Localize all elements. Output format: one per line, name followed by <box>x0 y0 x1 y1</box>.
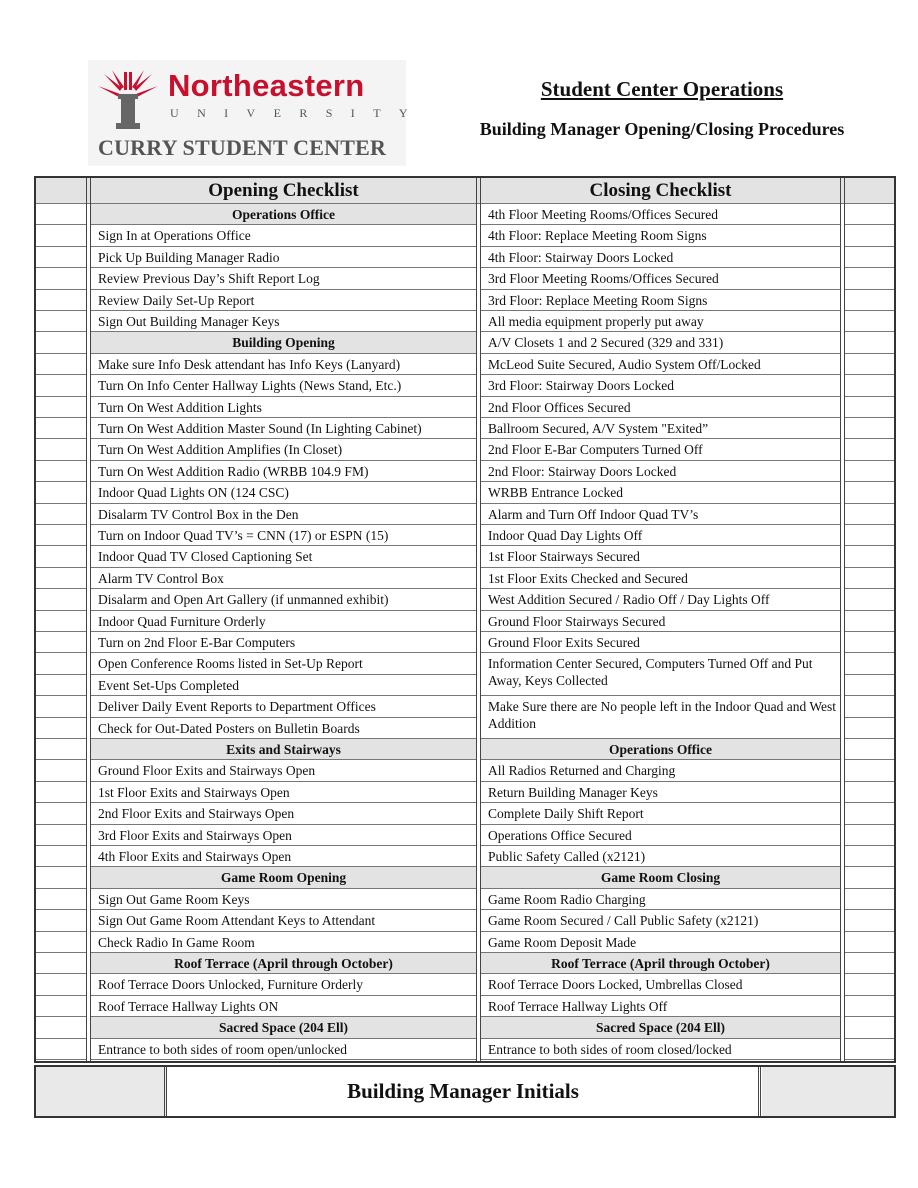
opening-item-text: Make sure Info Desk attendant has Info Keys (Lanyard) <box>98 356 401 372</box>
closing-check-box[interactable] <box>845 760 894 781</box>
opening-checklist-item <box>91 225 476 246</box>
opening-item-text: Turn on Indoor Quad TV’s = CNN (17) or ESPN (15) <box>98 528 389 543</box>
closing-check-box[interactable] <box>845 846 894 867</box>
closing-item-text: 4th Floor Meeting Rooms/Offices Secured <box>488 207 718 222</box>
closing-check-box[interactable] <box>845 953 894 974</box>
closing-check-box[interactable] <box>845 461 894 482</box>
closing-item-text: Ballroom Secured, A/V System "Exited” <box>488 421 709 436</box>
closing-item-text: Complete Daily Shift Report <box>488 806 644 822</box>
closing-checklist-item <box>481 461 840 482</box>
opening-item-text: Turn On West Addition Master Sound (In Lighting Cabinet) <box>98 421 422 436</box>
opening-checklist-item <box>91 290 476 311</box>
closing-section-heading <box>481 867 840 888</box>
opening-checklist-item <box>91 354 476 375</box>
opening-item-text: 1st Floor Exits and Stairways Open <box>98 784 290 800</box>
closing-checklist-item <box>481 632 840 653</box>
closing-section-heading <box>481 739 840 760</box>
closing-check-box[interactable] <box>845 225 894 246</box>
closing-check-box[interactable] <box>845 290 894 311</box>
initials-label: Building Manager Initials <box>168 1067 761 1116</box>
closing-check-box[interactable] <box>845 867 894 888</box>
opening-checklist-item <box>91 653 476 674</box>
closing-item-text: Game Room Radio Charging <box>488 891 646 907</box>
closing-check-box[interactable] <box>845 504 894 525</box>
opening-item-text: Game Room Opening <box>220 870 347 886</box>
closing-checklist-heading: Closing Checklist <box>589 180 732 201</box>
closing-check-box[interactable] <box>845 439 894 460</box>
opening-item-text: Exits and Stairways <box>226 742 341 757</box>
opening-check-box[interactable] <box>36 825 86 846</box>
opening-checklist-item <box>91 696 476 717</box>
closing-checklist-item <box>481 782 840 803</box>
opening-checklist-item <box>91 611 476 632</box>
closing-item-text: Information Center Secured, Computers Turned Off and Put Away, Keys Collected <box>488 656 813 689</box>
closing-item-text: Indoor Quad Day Lights Off <box>488 528 643 543</box>
closing-check-box[interactable] <box>845 675 894 696</box>
closing-checklist-item <box>481 268 840 289</box>
closing-checklist-item <box>481 439 840 460</box>
opening-item-text: Roof Terrace Doors Unlocked, Furniture Orderly <box>98 977 363 993</box>
closing-check-box[interactable] <box>845 653 894 674</box>
closing-check-box[interactable] <box>845 247 894 268</box>
closing-check-box[interactable] <box>845 397 894 418</box>
closing-item-text: Roof Terrace Doors Locked, Umbrellas Closed <box>488 977 743 993</box>
closing-section-heading <box>481 1017 840 1038</box>
closing-item-text: WRBB Entrance Locked <box>488 485 623 501</box>
opening-checklist-item <box>91 889 476 910</box>
closing-check-box[interactable] <box>845 1039 894 1060</box>
opening-item-text: Disalarm TV Control Box in the Den <box>98 506 299 522</box>
opening-section-heading <box>91 867 476 888</box>
closing-item-text: A/V Closets 1 and 2 Secured (329 and 331) <box>488 335 724 351</box>
closing-item-text: 4th Floor: Replace Meeting Room Signs <box>488 228 707 244</box>
opening-item-text: Indoor Quad Lights ON (124 CSC) <box>98 485 289 501</box>
closing-check-box[interactable] <box>845 825 894 846</box>
opening-check-box[interactable] <box>36 247 86 268</box>
opening-item-text: Roof Terrace Hallway Lights ON <box>98 998 279 1014</box>
opening-checklist-item <box>91 632 476 653</box>
closing-item-text: Ground Floor Exits Secured <box>488 635 640 650</box>
opening-checklist-item <box>91 375 476 396</box>
closing-item-text: Ground Floor Stairways Secured <box>488 613 666 629</box>
opening-checklist-item <box>91 546 476 567</box>
opening-checklist-item <box>91 589 476 610</box>
opening-item-text: Disalarm and Open Art Gallery (if unmanned exhibit) <box>98 592 389 608</box>
opening-check-box[interactable] <box>36 439 86 460</box>
closing-checklist-item <box>481 204 840 225</box>
opening-section-heading <box>91 1017 476 1038</box>
opening-check-box[interactable] <box>36 974 86 995</box>
opening-checklist-item <box>91 311 476 332</box>
opening-section-heading <box>91 953 476 974</box>
opening-item-text: Operations Office <box>231 207 336 222</box>
closing-check-box[interactable] <box>845 632 894 653</box>
closing-item-text: Entrance to both sides of room closed/locked <box>488 1041 732 1057</box>
opening-check-box[interactable] <box>36 718 86 739</box>
closing-checklist-item <box>481 546 840 567</box>
closing-item-text: All media equipment properly put away <box>488 314 704 329</box>
closing-check-box[interactable] <box>845 354 894 375</box>
opening-checklist-item <box>91 675 476 696</box>
opening-checklist-item <box>91 825 476 846</box>
closing-check-box[interactable] <box>845 332 894 353</box>
closing-checklist-item <box>481 311 840 332</box>
opening-check-box[interactable] <box>36 354 86 375</box>
logo-name: Northeastern <box>168 68 365 103</box>
opening-check-box[interactable] <box>36 204 86 225</box>
closing-check-box[interactable] <box>845 718 894 739</box>
opening-item-text: 3rd Floor Exits and Stairways Open <box>98 827 292 843</box>
opening-checklist-item <box>91 932 476 953</box>
opening-check-box[interactable] <box>36 932 86 953</box>
opening-item-text: Review Previous Day’s Shift Report Log <box>98 271 320 287</box>
opening-checklist-item <box>91 397 476 418</box>
closing-check-box[interactable] <box>845 589 894 610</box>
closing-item-text: McLeod Suite Secured, Audio System Off/Locked <box>488 356 761 372</box>
closing-check-box[interactable] <box>845 1017 894 1038</box>
page-subtitle: Building Manager Opening/Closing Procedures <box>479 119 845 139</box>
opening-item-text: Sign Out Game Room Keys <box>98 891 250 907</box>
table-header-row <box>36 178 894 204</box>
closing-checklist-item <box>481 825 840 846</box>
logo-center-name: CURRY STUDENT CENTER <box>98 135 387 160</box>
opening-checklist-item <box>91 760 476 781</box>
closing-checklist-item <box>481 375 840 396</box>
opening-check-box[interactable] <box>36 311 86 332</box>
opening-item-text: Indoor Quad TV Closed Captioning Set <box>98 549 313 565</box>
closing-section-heading <box>481 953 840 974</box>
closing-item-text: 1st Floor Stairways Secured <box>488 549 640 565</box>
closing-checklist-item <box>481 910 840 931</box>
closing-item-text: Roof Terrace (April through October) <box>551 956 770 971</box>
opening-check-box[interactable] <box>36 803 86 824</box>
closing-item-text: Game Room Closing <box>600 870 721 886</box>
closing-checklist-item <box>481 846 840 867</box>
closing-check-box[interactable] <box>845 568 894 589</box>
opening-checklist-item <box>91 1039 476 1060</box>
opening-checklist-item <box>91 439 476 460</box>
opening-check-box[interactable] <box>36 996 86 1017</box>
closing-check-box[interactable] <box>845 418 894 439</box>
logo-university: UNIVERSITY <box>170 106 426 120</box>
opening-check-box[interactable] <box>36 375 86 396</box>
closing-checklist-item <box>481 611 840 632</box>
closing-checklist-item <box>481 996 840 1017</box>
opening-item-text: 4th Floor Exits and Stairways Open <box>98 849 292 864</box>
opening-section-heading <box>91 332 476 353</box>
torch-logo-icon <box>96 68 160 132</box>
opening-item-text: Entrance to both sides of room open/unlocked <box>98 1041 347 1057</box>
closing-check-box[interactable] <box>845 996 894 1017</box>
closing-check-box[interactable] <box>845 910 894 931</box>
opening-item-text: Ground Floor Exits and Stairways Open <box>98 763 316 779</box>
closing-checklist-item <box>481 974 840 995</box>
opening-item-text: Sign Out Building Manager Keys <box>98 314 280 329</box>
opening-check-box[interactable] <box>36 1039 86 1060</box>
closing-checklist-item <box>481 803 840 824</box>
closing-checklist-item <box>481 504 840 525</box>
opening-item-text: Check for Out-Dated Posters on Bulletin Boards <box>98 720 360 736</box>
opening-check-box[interactable] <box>36 760 86 781</box>
closing-item-text: All Radios Returned and Charging <box>488 763 676 779</box>
opening-checklist-item <box>91 974 476 995</box>
opening-check-box[interactable] <box>36 268 86 289</box>
opening-checklist-item <box>91 782 476 803</box>
closing-check-box[interactable] <box>845 268 894 289</box>
opening-item-text: Review Daily Set-Up Report <box>98 292 255 308</box>
closing-item-text: Operations Office <box>608 742 713 757</box>
opening-check-box[interactable] <box>36 953 86 974</box>
closing-checklist-item <box>481 932 840 953</box>
checklist-table <box>34 176 896 1063</box>
opening-checklist-item <box>91 803 476 824</box>
opening-section-heading <box>91 204 476 225</box>
closing-checklist-item <box>481 482 840 503</box>
opening-check-box[interactable] <box>36 418 86 439</box>
opening-item-text: Turn On West Addition Radio (WRBB 104.9 FM) <box>98 463 369 479</box>
opening-item-text: Turn On West Addition Amplifies (In Closet) <box>98 442 343 458</box>
opening-checklist-item <box>91 525 476 546</box>
closing-checklist-item <box>481 418 840 439</box>
closing-item-text: 2nd Floor E-Bar Computers Turned Off <box>488 442 703 458</box>
closing-checklist-item <box>481 332 840 353</box>
closing-checklist-item <box>481 525 840 546</box>
opening-check-box[interactable] <box>36 504 86 525</box>
closing-check-box[interactable] <box>845 546 894 567</box>
closing-checklist-item <box>481 354 840 375</box>
opening-check-box[interactable] <box>36 653 86 674</box>
opening-check-box[interactable] <box>36 589 86 610</box>
closing-check-box[interactable] <box>845 739 894 760</box>
closing-check-box[interactable] <box>845 932 894 953</box>
university-logo <box>88 60 426 166</box>
opening-check-box[interactable] <box>36 461 86 482</box>
closing-checklist-item <box>481 225 840 246</box>
opening-item-text: Alarm TV Control Box <box>98 570 224 586</box>
closing-checklist-item <box>481 889 840 910</box>
opening-checklist-heading: Opening Checklist <box>208 180 359 201</box>
opening-checklist-item <box>91 461 476 482</box>
opening-check-box[interactable] <box>36 611 86 632</box>
opening-item-text: Indoor Quad Furniture Orderly <box>98 613 266 629</box>
opening-checklist-item <box>91 718 476 739</box>
opening-checklist-item <box>91 482 476 503</box>
opening-checklist-item <box>91 568 476 589</box>
closing-item-text: Game Room Deposit Made <box>488 934 637 950</box>
closing-item-text: 2nd Floor: Stairway Doors Locked <box>488 463 677 479</box>
closing-check-box[interactable] <box>845 482 894 503</box>
opening-item-text: Building Opening <box>232 335 335 351</box>
page-title: Student Center Operations <box>540 77 784 101</box>
opening-check-box[interactable] <box>36 546 86 567</box>
opening-check-box[interactable] <box>36 290 86 311</box>
closing-item-text: Operations Office Secured <box>488 827 632 843</box>
opening-checklist-item <box>91 504 476 525</box>
opening-check-box[interactable] <box>36 867 86 888</box>
closing-checklist-item <box>481 760 840 781</box>
opening-item-text: Sign Out Game Room Attendant Keys to Attendant <box>98 913 376 929</box>
opening-item-text: Event Set-Ups Completed <box>98 677 239 693</box>
closing-item-text: 3rd Floor: Replace Meeting Room Signs <box>488 292 708 308</box>
opening-checklist-item <box>91 846 476 867</box>
opening-check-box[interactable] <box>36 568 86 589</box>
opening-check-box[interactable] <box>36 482 86 503</box>
closing-item-text: 1st Floor Exits Checked and Secured <box>488 570 688 586</box>
closing-check-box[interactable] <box>845 803 894 824</box>
opening-check-box[interactable] <box>36 1017 86 1038</box>
closing-item-text: Make Sure there are No people left in the Indoor Quad and West Addition <box>488 699 837 732</box>
opening-checklist-item <box>91 247 476 268</box>
opening-check-box[interactable] <box>36 846 86 867</box>
closing-checklist-item <box>481 589 840 610</box>
opening-checklist-item <box>91 910 476 931</box>
opening-checklist-item <box>91 418 476 439</box>
closing-checklist-item <box>481 397 840 418</box>
closing-check-box[interactable] <box>845 782 894 803</box>
closing-item-text: Public Safety Called (x2121) <box>488 849 646 864</box>
initials-box-left[interactable] <box>36 1067 167 1116</box>
initials-block <box>34 1065 896 1118</box>
opening-check-box[interactable] <box>36 696 86 717</box>
closing-item-text: 2nd Floor Offices Secured <box>488 399 631 415</box>
opening-check-box[interactable] <box>36 910 86 931</box>
closing-item-text: Roof Terrace Hallway Lights Off <box>488 998 668 1014</box>
opening-section-heading <box>91 739 476 760</box>
closing-check-box[interactable] <box>845 525 894 546</box>
opening-checklist-item <box>91 268 476 289</box>
opening-item-text: 2nd Floor Exits and Stairways Open <box>98 806 295 822</box>
closing-check-box[interactable] <box>845 375 894 396</box>
initials-box-right[interactable] <box>762 1067 894 1116</box>
closing-item-text: 3rd Floor: Stairway Doors Locked <box>488 378 674 394</box>
opening-item-text: Check Radio In Game Room <box>98 934 255 950</box>
opening-item-text: Open Conference Rooms listed in Set-Up Report <box>98 656 363 672</box>
opening-check-box[interactable] <box>36 225 86 246</box>
opening-checklist-item <box>91 996 476 1017</box>
closing-item-text: West Addition Secured / Radio Off / Day Lights Off <box>488 592 770 608</box>
closing-check-box[interactable] <box>845 204 894 225</box>
closing-checklist-item <box>481 290 840 311</box>
closing-check-box[interactable] <box>845 311 894 332</box>
opening-item-text: Turn On West Addition Lights <box>98 399 262 415</box>
closing-item-text: 4th Floor: Stairway Doors Locked <box>488 249 674 265</box>
opening-item-text: Sign In at Operations Office <box>98 228 251 244</box>
opening-check-box[interactable] <box>36 675 86 696</box>
opening-check-box[interactable] <box>36 739 86 760</box>
closing-check-box[interactable] <box>845 696 894 717</box>
closing-checklist-item <box>481 1039 840 1060</box>
closing-checklist-item <box>481 247 840 268</box>
opening-item-text: Pick Up Building Manager Radio <box>98 249 280 265</box>
opening-check-box[interactable] <box>36 332 86 353</box>
opening-check-box[interactable] <box>36 525 86 546</box>
closing-item-text: 3rd Floor Meeting Rooms/Offices Secured <box>488 271 719 287</box>
closing-item-text: Alarm and Turn Off Indoor Quad TV’s <box>488 506 699 522</box>
opening-item-text: Roof Terrace (April through October) <box>174 956 393 971</box>
opening-item-text: Deliver Daily Event Reports to Department Offices <box>98 699 376 715</box>
opening-item-text: Sacred Space (204 Ell) <box>218 1020 349 1036</box>
opening-check-box[interactable] <box>36 782 86 803</box>
closing-checklist-item <box>481 568 840 589</box>
closing-checklist-item <box>481 696 840 739</box>
closing-check-box[interactable] <box>845 611 894 632</box>
closing-item-text: Game Room Secured / Call Public Safety (x2121) <box>488 913 759 929</box>
opening-check-box[interactable] <box>36 397 86 418</box>
closing-item-text: Sacred Space (204 Ell) <box>595 1020 726 1036</box>
opening-check-box[interactable] <box>36 632 86 653</box>
closing-check-box[interactable] <box>845 889 894 910</box>
opening-item-text: Turn on 2nd Floor E-Bar Computers <box>98 635 296 650</box>
opening-item-text: Turn On Info Center Hallway Lights (News Stand, Etc.) <box>98 378 402 394</box>
closing-item-text: Return Building Manager Keys <box>488 784 658 800</box>
opening-check-box[interactable] <box>36 889 86 910</box>
closing-checklist-item <box>481 653 840 696</box>
closing-check-box[interactable] <box>845 974 894 995</box>
